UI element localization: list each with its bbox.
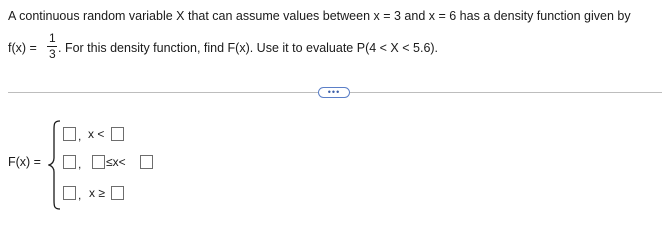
more-options-button[interactable] — [318, 87, 350, 98]
question-line-2: . For this density function, find F(x). Use it to evaluate P(4 < X < 5.6). — [58, 41, 439, 55]
row3-value-input[interactable] — [63, 186, 76, 200]
row1-value-input[interactable] — [63, 127, 76, 141]
row3-condition: x ≥ — [89, 186, 105, 200]
row1-bound-input[interactable] — [111, 127, 124, 141]
row2-value-input[interactable] — [63, 155, 76, 169]
row1-condition: x < — [88, 127, 105, 141]
row2-separator: , — [78, 157, 82, 171]
row2-upper-bound-input[interactable] — [140, 155, 153, 169]
row2-condition: ≤x< — [106, 155, 126, 169]
row2-lower-bound-input[interactable] — [92, 155, 105, 169]
cdf-label: F(x) = — [8, 155, 41, 169]
row3-separator: , — [78, 188, 82, 202]
question-line-1: A continuous random variable X that can assume values between x = 3 and x = 6 has a density function given by — [8, 9, 631, 23]
left-brace-icon — [48, 120, 62, 210]
fraction-denominator: 3 — [49, 47, 56, 61]
ellipsis-icon: ••• — [327, 87, 341, 97]
fraction-numerator: 1 — [49, 31, 56, 45]
row3-bound-input[interactable] — [111, 186, 124, 200]
density-label: f(x) = — [8, 41, 37, 55]
row1-separator: , — [78, 129, 82, 143]
